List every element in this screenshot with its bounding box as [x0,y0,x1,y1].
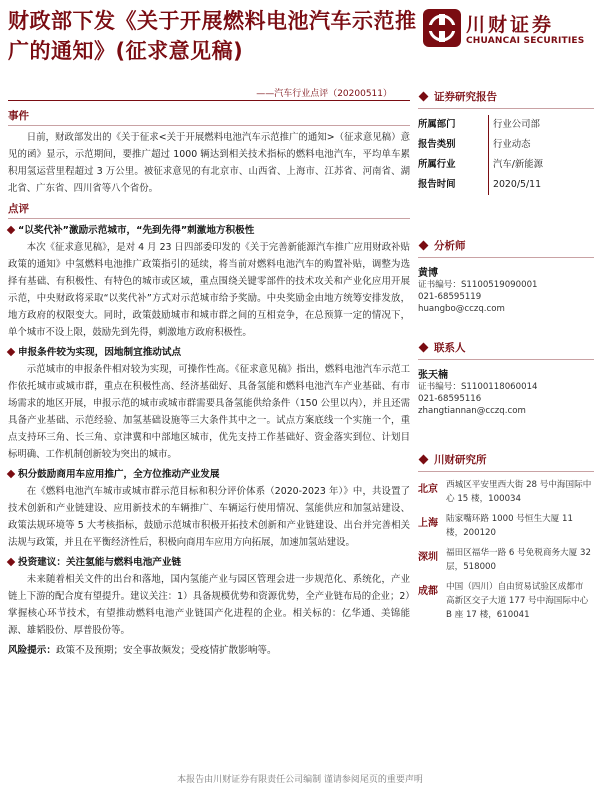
sidebar-divider [418,471,594,472]
office-entry: 上海 陆家嘴环路 1000 号恒生大厦 11 楼，200120 [418,514,573,538]
office-entry: 成都 中国（四川）自由贸易试验区成都市高新区交子大道 177 号中海国际中心 B 座 17 楼，610041 [418,582,589,620]
point-title: 积分鼓励商用车应用推广，全方位推动产业发展 [8,466,410,483]
risk-label: 风险提示： [8,645,56,656]
risk-warning [8,642,410,659]
diamond-bullet-icon [419,92,429,102]
title-divider [8,100,410,101]
point-title: 申报条件较为实现，因地制宜推动试点 [8,344,410,361]
analyst-phone: 021-68595119 [418,292,482,302]
point-text: 在《燃料电池汽车城市或城市群示范目标和积分评价体系（2020-2023 年）》中，共设置了技术创新和产业链建设、应用新技术的车辆推广、车辆运行使用情况、氢能供应和加氢站建设、政策法规环境等 5 大考核指标，鼓励示范城市积极开拓技术创新和产业链建设、出台并完善相关法规与政策，并且在平衡经济性后，积极向商用车应用方向拓展，加速加氢站建设。 [8,486,410,548]
sidebar-divider [418,108,594,109]
info-row: 所属部门 行业公司部 [418,115,594,135]
report-subtitle: ——汽车行业点评（20200511） [256,89,392,99]
point-text: 示范城市的申报条件相对较为实现，可操作性高。《征求意见稿》指出，燃料电池汽车示范工作依托城市或城市群，重点在积极性高、经济基础好、具备氢能和燃料电池汽车产业基础、有市场需求的地区开展，申报示范的城市或城市群需要具备氢能供给条件（150 公里以内），并且还需具备产业基础、示范经验、加氢基础设施等三大条件其中之一。试点方案底线一个实施一个，重点支持环三角、长三角、京津冀和中部地区城市，优先支持工作基础好、资金落实到位、计划目标明确、工作机制创新较为突出的城市。 [8,364,410,460]
section-divider [8,218,410,219]
diamond-bullet-icon [7,348,15,356]
point-title: “以奖代补”激励示范城市，“先到先得”刺激地方积极性 [8,222,410,239]
diamond-bullet-icon [7,470,15,478]
diamond-bullet-icon [7,558,15,566]
section-divider [8,125,410,126]
company-logo [422,8,594,56]
point-title: 投资建议：关注氢能与燃料电池产业链 [8,554,410,571]
sidebar-divider [418,359,594,360]
report-title: 财政部下发《关于开展燃料电池汽车示范推广的通知》(征求意见稿) [8,9,417,63]
point-text: 未来随着相关文件的出台和落地，国内氢能产业与园区管理会进一步规范化、系统化，产业链上下游的配合度有望提升。建议关注：1）具备规模优势和资源优势，全产业链布局的企业；2）掌握核心环节技术，有望推动燃料电池产业链国产化进程的企业。相关标的：亿华通、美锦能源、雄韬股份、厚普股份等。 [8,574,410,636]
sidebar [418,88,594,622]
comment-heading: 点评 [8,203,29,215]
main-content [8,108,410,659]
event-text: 日前，财政部发出的《关于征求<关于开展燃料电池汽车示范推广的通知>（征求意见稿）意见的函》显示，示范期间，要推广超过 1000 辆达到相关技术指标的燃料电池汽车，平均单车累积用氢运营里程超过 3 万公里。被征求意见的有北京市、山西省、上海市、江苏省、河南省、湖北省、广东省、四川省等八个省份。 [8,132,410,194]
logo-name-en: CHUANCAI SECURITIES [466,36,585,46]
info-row: 所属行业 汽车/新能源 [418,155,594,175]
diamond-bullet-icon [419,343,429,353]
contact-email[interactable]: zhangtiannan@cczq.com [418,406,526,416]
diamond-bullet-icon [419,455,429,465]
analyst-name: 黄博 [418,268,438,279]
sidebar-divider [418,257,594,258]
point-text: 本次《征求意见稿》，是对 4 月 23 日四部委印发的《关于完善新能源汽车推广应用财政补贴政策的通知》中氢燃料电池推广政策指引的延续，将当前对燃料电池汽车的购置补贴，调整为选择有基础、有积极性、有特色的城市或区域，重点围绕关键零部件的技术攻关和产业化应用开展示范，中央财政将采取“以奖代补”方式对示范城市给予奖励。中央奖励金由地方统筹安排发放，地方政府的权限变大。同时，政策鼓励城市和城市群之间的互相竞争，在总预算一定的情况下，单个城市不设上限，鼓励先到先得，刺激地方政府积极性。 [8,242,410,338]
contact-cert: 证书编号：S1100118060014 [418,382,538,392]
event-heading: 事件 [8,110,29,122]
analyst-heading: 分析师 [418,237,594,255]
diamond-bullet-icon [419,241,429,251]
office-entry: 北京 西城区平安里西大街 28 号中海国际中心 15 楼，100034 [418,480,592,504]
contact-heading: 联系人 [418,339,594,357]
logo-name-cn: 川财证券 [466,14,555,36]
info-row: 报告时间 2020/5/11 [418,175,594,195]
office-entry: 深圳 福田区福华一路 6 号免税商务大厦 32 层，518000 [418,548,591,572]
risk-text: 政策不及预期；安全事故频发；受疫情扩散影响等。 [55,645,277,656]
contact-name: 张天楠 [418,370,448,381]
page-footer: 本报告由川财证券有限责任公司编制 谨请参阅尾页的重要声明 [177,775,423,785]
report-info-heading: 证券研究报告 [418,88,594,106]
diamond-bullet-icon [7,226,15,234]
company-heading: 川财研究所 [418,451,594,469]
info-row: 报告类别 行业动态 [418,135,594,155]
analyst-email[interactable]: huangbo@cczq.com [418,304,505,314]
logo-mark-icon [422,8,462,48]
contact-phone: 021-68595116 [418,394,482,404]
analyst-cert: 证书编号：S1100519090001 [418,280,538,290]
